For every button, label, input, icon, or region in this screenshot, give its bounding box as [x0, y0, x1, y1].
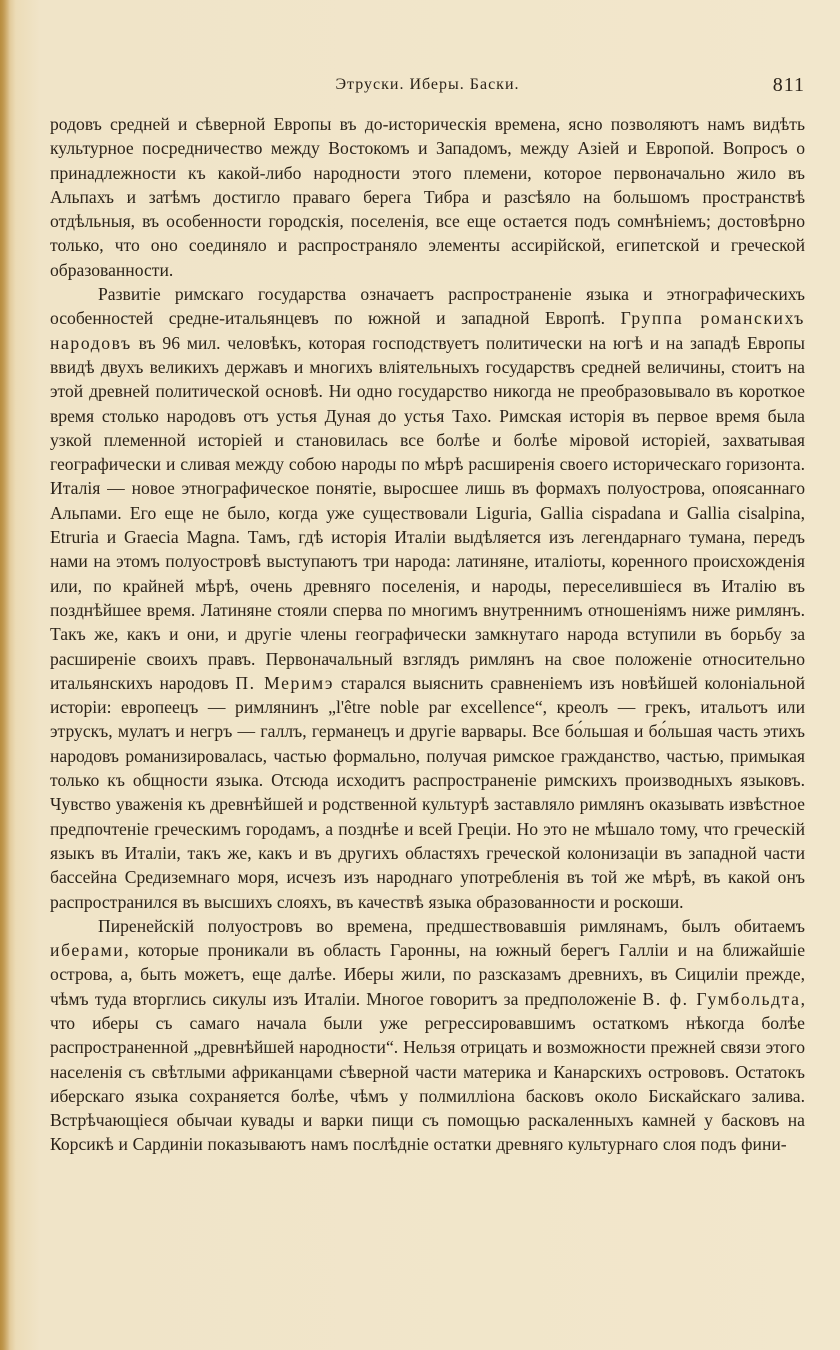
paragraph-text: въ 96 мил. человѣкъ, которая господствуетъ политически на югѣ и на западѣ Европы ввидѣ двухъ великихъ державъ и многихъ вліятельныхъ государствъ средней величины, стоитъ на этой древней политической основѣ. Ни одно государство никогда не преобразовывало въ короткое время столько народовъ отъ устья Дуная до устья Тахо. Римская исторія въ первое время была узкой племенной исторіей и становилась все болѣе и болѣе міровой исторіей, захватывая географически и сливая между собою народы по мѣрѣ расширенія своего историческаго горизонта. Италія — новое этнографическое понятіе, выросшее лишь въ формахъ полуострова, опоясаннаго Альпами. Его еще не было, когда уже существовали Liguria, Gallia cispadana и Gallia cisalpina, Etruria и Graecia Magna. Тамъ, гдѣ исторія Италіи выдѣляется изъ легендарнаго тумана, передъ нами на этомъ полуостровѣ выступаютъ три народа: латиняне, италіоты, коренного происхожденія или, по крайней мѣрѣ, очень древняго поселенія, и народы, переселившіеся въ Италію въ позднѣйшее время. Латиняне стояли сперва по многимъ внутреннимъ отношеніямъ ниже римлянъ. Такъ же, какъ и они, и другіе члены географически замкнутаго народа вступили въ борьбу за расширеніе своихъ правъ. Первоначальный взглядъ римлянъ на свое положеніе относительно итальянскихъ народовъ [50, 332, 805, 693]
running-head [50, 74, 805, 100]
paragraph-text: , которые проникали въ область Гаронны, на южный берегъ Галліи и на ближайшіе острова, а, быть можетъ, еще далѣе. Иберы жили, по разсказамъ древнихъ, въ Сициліи прежде, чѣмъ туда вторглись сикулы изъ Италіи. Многое говоритъ за предположеніе [50, 940, 805, 1009]
page-number: 811 [772, 74, 805, 96]
paragraph-text: старался выяснить сравненіемъ изъ новѣйшей колоніальной исторіи: европеецъ — римлянинъ „l'être noble par excellence“, креолъ — грекъ, итальотъ или этрускъ, мулатъ и негръ — галлъ, германецъ и другіе варвары. Все бо́льшая и бо́льшая часть этихъ народовъ романизировалась, частью формально, получая римское гражданство, частью, примыкая только къ общности языка. Отсюда исходитъ распространеніе римскихъ производныхъ языковъ. Чувство уваженія къ древнѣйшей и родственной культурѣ заставляло римлянъ оказывать извѣстное предпочтеніе греческимъ городамъ, а позднѣе и всей Греціи. Но это не мѣшало тому, что греческій языкъ въ Италіи, такъ же, какъ и въ другихъ областяхъ греческой колонизаціи въ западной части бассейна Средиземнаго моря, исчезъ изъ народнаго употребленія въ той же мѣрѣ, въ какой онъ распространился въ высшихъ слояхъ, въ качествѣ языка образованности и роскоши. [50, 672, 805, 912]
emphasis-iberians: иберами [50, 940, 125, 961]
emphasis-merimee: П. Меримэ [235, 672, 335, 693]
running-head-title: Этруски. Иберы. Баски. [335, 76, 520, 93]
paragraph-etruscans: родовъ средней и сѣверной Европы въ до-историческія времена, ясно позволяютъ намъ видѣть культурное посредничество между Востокомъ и Западомъ, между Азіей и Европой. Вопросъ о принадлежности къ какой-либо народности этого племени, которое первоначально жило въ Альпахъ и затѣмъ достигло праваго берега Тибра и разсѣяло на большомъ пространствѣ отдѣльныя, въ особенности городскія, поселенія, все еще остается подъ сомнѣніемъ; достовѣрно только, что оно соединяло и распространяло элементы ассирійской, египетской и греческой образованности. [50, 114, 805, 280]
page-gutter [0, 0, 10, 1350]
emphasis-romance-peoples: Группа романскихъ народовъ [50, 308, 805, 353]
paragraph-text: Пиренейскій полуостровъ во времена, предшествовавшія римлянамъ, былъ обитаемъ [98, 915, 805, 936]
body-text [50, 112, 805, 1157]
paragraph-text: Развитіе римскаго государства означаетъ распространеніе языка и этнографическихъ особенностей средне-итальянцевъ по южной и западной Европѣ. [50, 284, 805, 329]
paragraph-iberians [50, 914, 805, 1157]
paragraph-rome [50, 282, 805, 914]
emphasis-humboldt: В. ф. Гумбольдта [642, 988, 801, 1009]
paragraph-text: , что иберы съ самаго начала были уже регрессировавшимъ остаткомъ нѣкогда болѣе распространенной „древнѣйшей народности“. Нельзя отрицать и возможности прежней связи этого населенія съ свѣтлыми африканцами сѣверной части материка и Канарскихъ острововъ. Остатокъ иберскаго языка сохраняется болѣе, чѣмъ у полмилліона басковъ около Бискайскаго залива. Встрѣчающіеся обычаи кувады и варки пищи съ помощью раскаленныхъ камней у басковъ на Корсикѣ и Сардиніи показываютъ намъ послѣдніе остатки древняго культурнаго слоя подъ фини- [50, 988, 805, 1155]
